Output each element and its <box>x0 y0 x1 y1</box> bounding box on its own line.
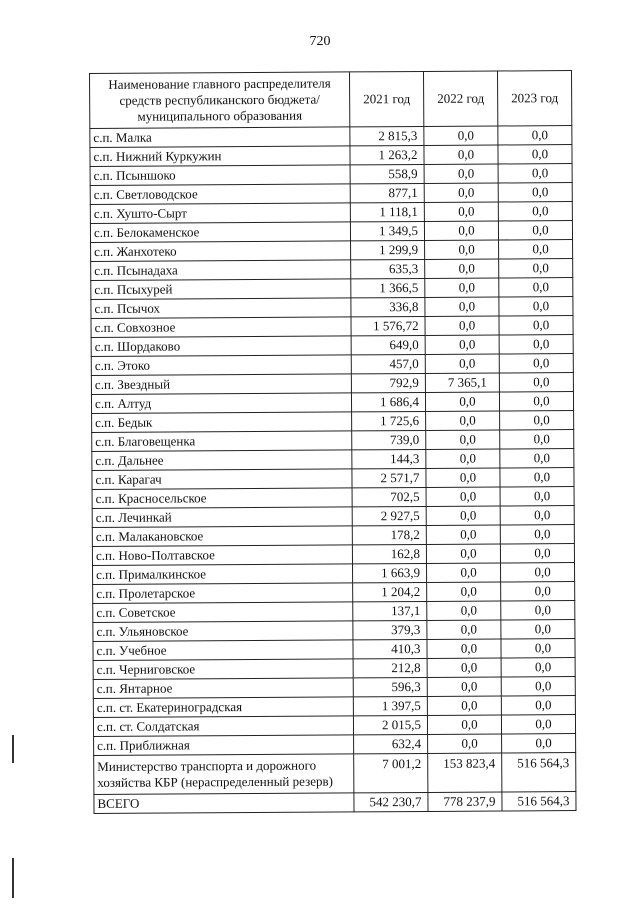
row-name: с.п. Малка <box>90 127 350 148</box>
row-2023: 0,0 <box>499 373 573 392</box>
row-2021: 2 927,5 <box>352 506 426 525</box>
row-2023: 0,0 <box>498 145 572 164</box>
row-2023: 0,0 <box>501 677 575 696</box>
row-name: с.п. Звездный <box>91 374 351 395</box>
row-2022: 0,0 <box>426 449 500 468</box>
row-2023: 0,0 <box>500 525 574 544</box>
row-2022: 0,0 <box>427 620 501 639</box>
row-name: с.п. Черниговское <box>93 659 353 680</box>
ministry-2021: 7 001,2 <box>354 753 428 792</box>
row-2021: 162,8 <box>352 544 426 563</box>
total-2022: 778 237,9 <box>428 792 502 811</box>
total-row <box>94 792 576 814</box>
row-2023: 0,0 <box>498 221 572 240</box>
row-2023: 0,0 <box>502 734 576 753</box>
row-name: с.п. ст. Солдатская <box>93 716 353 737</box>
row-2022: 0,0 <box>427 601 501 620</box>
row-2023: 0,0 <box>501 582 575 601</box>
row-name: с.п. Приближная <box>94 735 354 756</box>
row-2021: 1 299,9 <box>351 240 425 259</box>
row-2023: 0,0 <box>499 354 573 373</box>
header-2023: 2023 год <box>497 71 571 126</box>
row-name: с.п. Алтуд <box>91 393 351 414</box>
row-name: с.п. Белокаменское <box>90 222 350 243</box>
ministry-2022: 153 823,4 <box>428 753 502 792</box>
row-2023: 0,0 <box>500 449 574 468</box>
row-name: с.п. Малакановское <box>92 526 352 547</box>
row-name: с.п. Псыншоко <box>90 165 350 186</box>
table-body <box>90 126 576 756</box>
row-2023: 0,0 <box>500 411 574 430</box>
row-name: с.п. Бедык <box>92 412 352 433</box>
row-name: с.п. Псычох <box>91 298 351 319</box>
row-name: с.п. Хушто-Сырт <box>90 203 350 224</box>
row-2022: 0,0 <box>427 639 501 658</box>
row-2022: 0,0 <box>424 221 498 240</box>
row-name: с.п. Псыхурей <box>91 279 351 300</box>
total-label: ВСЕГО <box>94 793 354 814</box>
row-2021: 144,3 <box>352 449 426 468</box>
row-2022: 0,0 <box>424 183 498 202</box>
row-2021: 2 571,7 <box>352 468 426 487</box>
row-2021: 635,3 <box>351 259 425 278</box>
row-2023: 0,0 <box>499 278 573 297</box>
row-2021: 137,1 <box>353 601 427 620</box>
row-2021: 1 204,2 <box>353 582 427 601</box>
row-2022: 0,0 <box>424 202 498 221</box>
row-2023: 0,0 <box>498 202 572 221</box>
row-2021: 212,8 <box>353 658 427 677</box>
row-2023: 0,0 <box>500 468 574 487</box>
row-name: с.п. Нижний Куркужин <box>90 146 350 167</box>
row-2021: 1 397,5 <box>353 696 427 715</box>
table-header-row <box>90 71 572 129</box>
row-2022: 0,0 <box>428 734 502 753</box>
header-name: Наименование главного распределителя средств республиканского бюджета/ муниципального образования <box>90 72 350 129</box>
row-name: с.п. Дальнее <box>92 450 352 471</box>
row-2021: 792,9 <box>351 373 425 392</box>
row-2021: 649,0 <box>351 335 425 354</box>
row-2021: 379,3 <box>353 620 427 639</box>
row-2023: 0,0 <box>499 335 573 354</box>
row-name: с.п. Совхозное <box>91 317 351 338</box>
row-2021: 1 686,4 <box>351 392 425 411</box>
row-2022: 0,0 <box>426 468 500 487</box>
row-name: с.п. Светловодское <box>90 184 350 205</box>
row-2022: 7 365,1 <box>425 373 499 392</box>
row-2022: 0,0 <box>427 658 501 677</box>
row-name: с.п. ст. Екатериноградская <box>93 697 353 718</box>
row-2023: 0,0 <box>499 240 573 259</box>
row-2022: 0,0 <box>424 164 498 183</box>
row-2022: 0,0 <box>424 145 498 164</box>
row-2021: 877,1 <box>350 183 424 202</box>
row-2023: 0,0 <box>500 544 574 563</box>
row-2022: 0,0 <box>425 392 499 411</box>
row-2023: 0,0 <box>499 316 573 335</box>
row-2022: 0,0 <box>425 259 499 278</box>
row-2022: 0,0 <box>425 335 499 354</box>
row-2023: 0,0 <box>498 126 572 145</box>
row-2022: 0,0 <box>426 430 500 449</box>
row-2023: 0,0 <box>501 563 575 582</box>
row-2023: 0,0 <box>501 620 575 639</box>
row-2021: 410,3 <box>353 639 427 658</box>
row-2023: 0,0 <box>499 392 573 411</box>
row-2021: 1 349,5 <box>350 221 424 240</box>
row-name: с.п. Лечинкай <box>92 507 352 528</box>
row-2022: 0,0 <box>427 582 501 601</box>
row-name: с.п. Ульяновское <box>93 621 353 642</box>
row-2023: 0,0 <box>501 715 575 734</box>
row-name: с.п. Псынадаха <box>91 260 351 281</box>
row-name: с.п. Прималкинское <box>93 564 353 585</box>
row-2021: 558,9 <box>350 164 424 183</box>
row-2021: 1 663,9 <box>353 563 427 582</box>
row-2023: 0,0 <box>498 183 572 202</box>
row-name: с.п. Пролетарское <box>93 583 353 604</box>
row-2023: 0,0 <box>499 297 573 316</box>
total-2021: 542 230,7 <box>354 792 428 811</box>
row-2021: 2 015,5 <box>353 715 427 734</box>
row-2023: 0,0 <box>500 487 574 506</box>
row-2023: 0,0 <box>498 164 572 183</box>
row-2022: 0,0 <box>426 411 500 430</box>
row-name: с.п. Советское <box>93 602 353 623</box>
row-2023: 0,0 <box>500 430 574 449</box>
row-2022: 0,0 <box>427 563 501 582</box>
row-2022: 0,0 <box>426 525 500 544</box>
row-2022: 0,0 <box>425 278 499 297</box>
ministry-row <box>94 753 576 795</box>
row-2022: 0,0 <box>427 677 501 696</box>
scan-edge-mark <box>12 858 14 898</box>
row-name: с.п. Янтарное <box>93 678 353 699</box>
row-2022: 0,0 <box>425 240 499 259</box>
row-2021: 596,3 <box>353 677 427 696</box>
row-2023: 0,0 <box>501 639 575 658</box>
row-name: с.п. Красносельское <box>92 488 352 509</box>
row-2022: 0,0 <box>427 696 501 715</box>
row-2023: 0,0 <box>501 696 575 715</box>
row-2021: 1 118,1 <box>350 202 424 221</box>
row-2021: 1 366,5 <box>351 278 425 297</box>
row-2022: 0,0 <box>427 715 501 734</box>
row-2022: 0,0 <box>426 544 500 563</box>
total-2023: 516 564,3 <box>502 792 576 811</box>
row-2023: 0,0 <box>500 506 574 525</box>
row-2022: 0,0 <box>425 297 499 316</box>
header-2021: 2021 год <box>349 71 423 126</box>
row-2021: 336,8 <box>351 297 425 316</box>
ministry-2023: 516 564,3 <box>502 753 576 792</box>
row-name: с.п. Ново-Полтавское <box>92 545 352 566</box>
row-2021: 632,4 <box>354 734 428 753</box>
row-2021: 178,2 <box>352 525 426 544</box>
row-name: с.п. Этоко <box>91 355 351 376</box>
page-number: 720 <box>309 34 331 49</box>
row-name: с.п. Карагач <box>92 469 352 490</box>
row-2023: 0,0 <box>499 259 573 278</box>
row-2021: 2 815,3 <box>350 126 424 145</box>
scan-edge-mark <box>12 735 14 763</box>
row-2022: 0,0 <box>424 126 498 145</box>
row-2021: 739,0 <box>352 430 426 449</box>
row-name: с.п. Шордаково <box>91 336 351 357</box>
row-name: с.п. Жанхотеко <box>91 241 351 262</box>
row-2023: 0,0 <box>501 601 575 620</box>
row-2021: 1 725,6 <box>352 411 426 430</box>
row-name: с.п. Благовещенка <box>92 431 352 452</box>
row-name: с.п. Учебное <box>93 640 353 661</box>
header-2022: 2022 год <box>423 71 497 126</box>
row-2022: 0,0 <box>425 354 499 373</box>
row-2021: 1 576,72 <box>351 316 425 335</box>
row-2021: 457,0 <box>351 354 425 373</box>
row-2023: 0,0 <box>501 658 575 677</box>
row-2021: 1 263,2 <box>350 145 424 164</box>
row-2021: 702,5 <box>352 487 426 506</box>
row-2022: 0,0 <box>426 487 500 506</box>
ministry-name: Министерство транспорта и дорожного хозяйства КБР (нераспределенный резерв) <box>94 754 354 795</box>
budget-table <box>89 70 577 814</box>
row-2022: 0,0 <box>426 506 500 525</box>
row-2022: 0,0 <box>425 316 499 335</box>
